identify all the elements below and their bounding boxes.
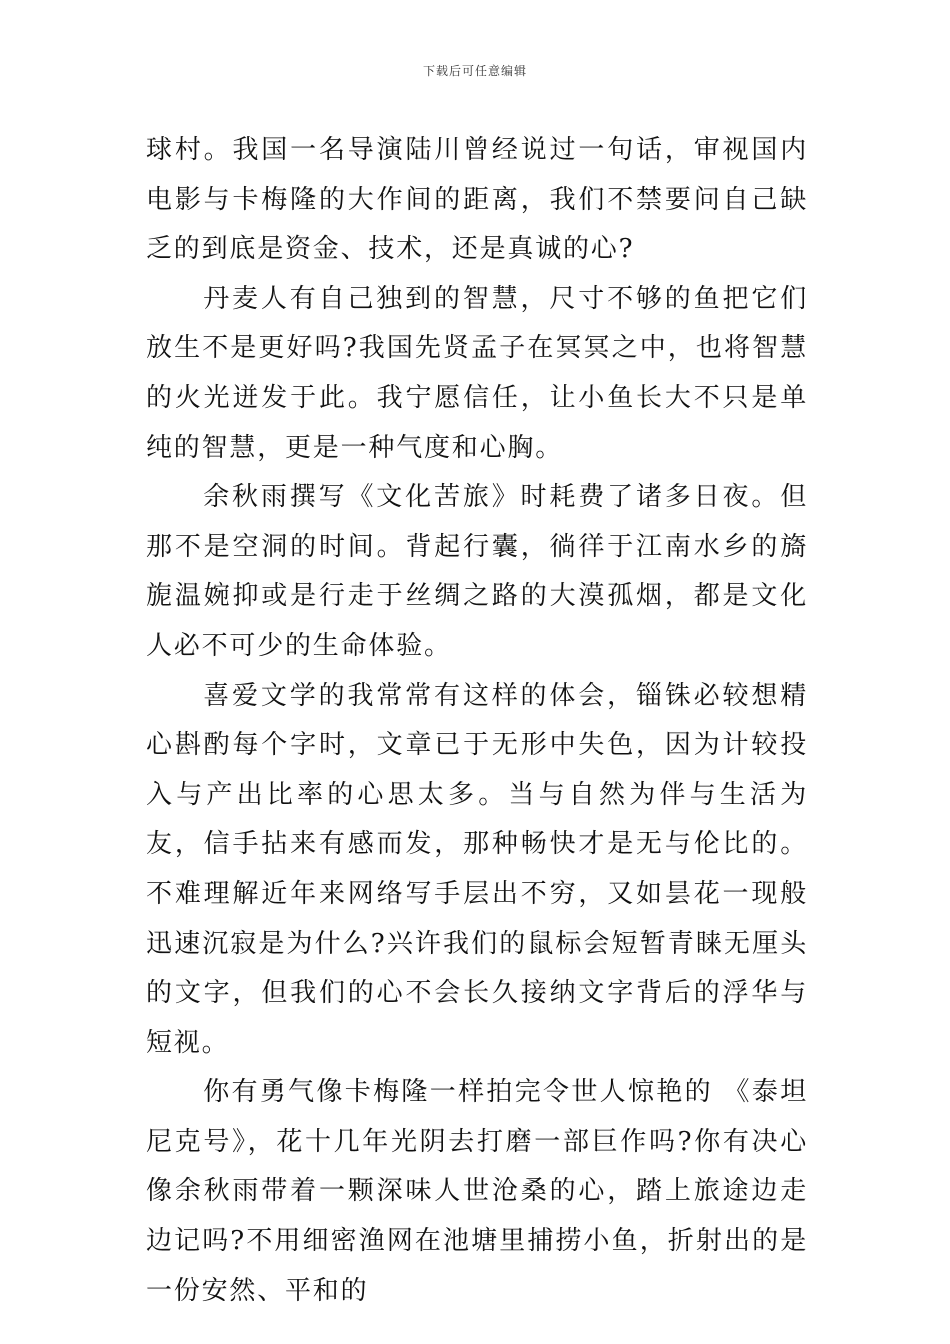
document-body [146,126,808,1316]
paragraph-3: 余秋雨撰写《文化苦旅》时耗费了诸多日夜。但那不是空洞的时间。背起行囊，徜徉于江南水乡的旖旎温婉抑或是行走于丝绸之路的大漠孤烟，都是文化人必不可少的生命体验。 [146,482,808,661]
paragraph-5: 你有勇气像卡梅隆一样拍完令世人惊艳的 《泰坦尼克号》，花十几年光阴去打磨一部巨作吗?你有决心像余秋雨带着一颗深味人世沧桑的心，踏上旅途边走边记吗?不用细密渔网在池塘里捕捞小鱼，折射出的是一份安然、平和的 [146,1077,808,1306]
paragraph-2: 丹麦人有自己独到的智慧，尺寸不够的鱼把它们放生不是更好吗?我国先贤孟子在冥冥之中，也将智慧的火光迸发于此。我宁愿信任，让小鱼长大不只是单纯的智慧，更是一种气度和心胸。 [146,283,808,463]
paragraph-4: 喜爱文学的我常常有这样的体会，锱铢必较想精心斟酌每个字时，文章已于无形中失色，因为计较投入与产出比率的心思太多。当与自然为伴与生活为友，信手拈来有感而发，那种畅快才是无与伦比的。不难理解近年来网络写手层出不穷，又如昙花一现般迅速沉寂是为什么?兴许我们的鼠标会短暂青睐无厘头的文字，但我们的心不会长久接纳文字背后的浮华与短视。 [146,680,808,1058]
paragraph-1: 球村。我国一名导演陆川曾经说过一句话，审视国内电影与卡梅隆的大作间的距离，我们不禁要问自己缺乏的到底是资金、技术，还是真诚的心? [146,135,808,265]
page-header: 下载后可任意编辑 [422,64,527,78]
